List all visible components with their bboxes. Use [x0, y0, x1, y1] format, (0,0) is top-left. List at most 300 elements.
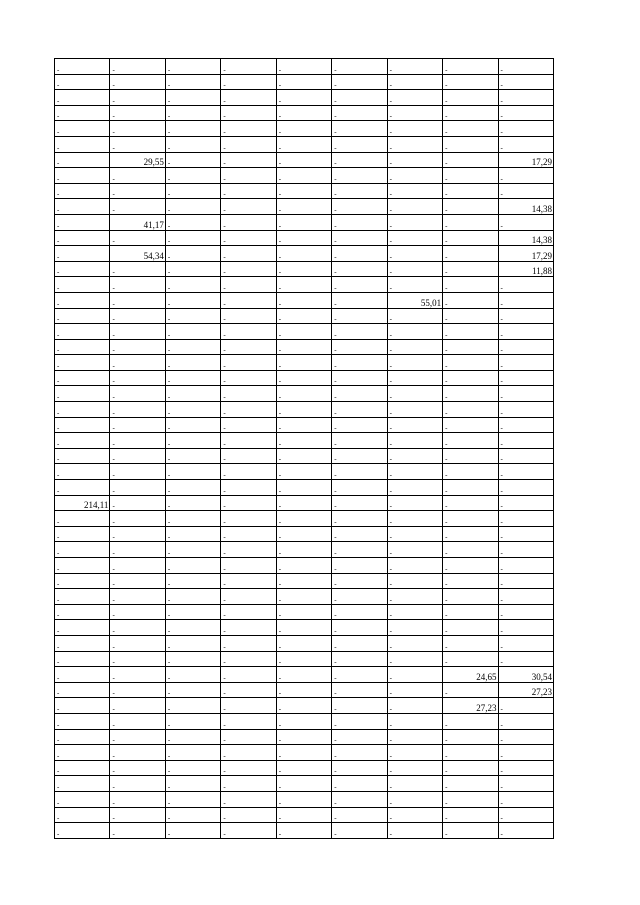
table-cell: - — [332, 526, 387, 542]
table-cell: - — [110, 604, 165, 620]
table-cell: - — [221, 651, 276, 667]
table-cell: - — [387, 59, 442, 75]
table-cell: - — [55, 214, 110, 230]
table-cell: - — [55, 791, 110, 807]
table-cell: - — [498, 448, 554, 464]
table-cell: - — [276, 230, 331, 246]
table-cell: - — [276, 776, 331, 792]
table-cell: - — [165, 386, 220, 402]
table-row — [55, 682, 554, 698]
table-cell: - — [55, 152, 110, 168]
table-cell: - — [276, 729, 331, 745]
table-cell: - — [221, 90, 276, 106]
table-cell: - — [498, 105, 554, 121]
table-cell: - — [443, 74, 498, 90]
table-cell: - — [387, 713, 442, 729]
table-cell: - — [276, 620, 331, 636]
table-cell: - — [387, 433, 442, 449]
table-cell: - — [443, 776, 498, 792]
table-cell: - — [221, 261, 276, 277]
table-cell: - — [55, 823, 110, 839]
table-cell: - — [387, 823, 442, 839]
table-cell: - — [387, 168, 442, 184]
table-cell: - — [387, 729, 442, 745]
table-cell: - — [387, 183, 442, 199]
table-cell: - — [443, 355, 498, 371]
table-cell: - — [221, 402, 276, 418]
table-cell: - — [443, 339, 498, 355]
table-cell: - — [165, 417, 220, 433]
table-cell: - — [55, 90, 110, 106]
table-cell: - — [110, 292, 165, 308]
table-cell: - — [443, 105, 498, 121]
table-cell: - — [165, 324, 220, 340]
table-cell: - — [387, 308, 442, 324]
table-row — [55, 105, 554, 121]
table-cell: - — [332, 402, 387, 418]
table-cell: - — [110, 74, 165, 90]
table-cell: - — [332, 713, 387, 729]
table-row — [55, 745, 554, 761]
table-cell: - — [332, 698, 387, 714]
table-cell: - — [498, 573, 554, 589]
table-cell: 55,01 — [387, 292, 442, 308]
table-cell: - — [443, 324, 498, 340]
table-cell: - — [221, 729, 276, 745]
table-cell: - — [221, 433, 276, 449]
table-row — [55, 370, 554, 386]
table-cell: - — [332, 511, 387, 527]
table-cell: - — [165, 261, 220, 277]
table-cell: - — [276, 183, 331, 199]
table-row — [55, 729, 554, 745]
table-cell: - — [443, 214, 498, 230]
table-cell: - — [332, 230, 387, 246]
table-cell: - — [276, 308, 331, 324]
table-cell: - — [276, 261, 331, 277]
table-cell: - — [498, 308, 554, 324]
table-cell: - — [387, 152, 442, 168]
table-cell: - — [332, 105, 387, 121]
table-cell: - — [165, 339, 220, 355]
table-cell: - — [498, 121, 554, 137]
table-row — [55, 823, 554, 839]
table-cell: - — [110, 682, 165, 698]
table-cell: - — [55, 667, 110, 683]
table-cell: - — [443, 495, 498, 511]
table-cell: - — [165, 59, 220, 75]
table-cell: - — [221, 495, 276, 511]
table-cell: - — [387, 324, 442, 340]
table-cell: - — [55, 635, 110, 651]
table-cell: - — [55, 417, 110, 433]
table-cell: - — [332, 308, 387, 324]
table-cell: - — [165, 511, 220, 527]
table-row — [55, 74, 554, 90]
table-cell: - — [498, 776, 554, 792]
table-cell: - — [276, 339, 331, 355]
table-cell: - — [498, 370, 554, 386]
table-cell: - — [221, 542, 276, 558]
table-cell: - — [110, 729, 165, 745]
table-cell: - — [55, 308, 110, 324]
table-cell: - — [110, 464, 165, 480]
table-cell: - — [443, 589, 498, 605]
table-row — [55, 355, 554, 371]
table-cell: - — [110, 620, 165, 636]
table-cell: - — [387, 495, 442, 511]
table-row — [55, 386, 554, 402]
table-row — [55, 199, 554, 215]
table-cell: - — [387, 651, 442, 667]
table-cell: - — [498, 355, 554, 371]
table-row — [55, 667, 554, 683]
table-cell: - — [55, 589, 110, 605]
table-cell: - — [387, 558, 442, 574]
table-cell: - — [498, 74, 554, 90]
table-cell: - — [387, 448, 442, 464]
table-cell: - — [165, 199, 220, 215]
table-cell: - — [332, 261, 387, 277]
table-cell: - — [110, 230, 165, 246]
table-row — [55, 464, 554, 480]
table-cell: - — [498, 433, 554, 449]
table-cell: 29,55 — [110, 152, 165, 168]
table-cell: - — [276, 526, 331, 542]
table-cell: - — [276, 292, 331, 308]
table-cell: - — [443, 386, 498, 402]
table-cell: - — [387, 261, 442, 277]
table-cell: - — [221, 620, 276, 636]
table-cell: - — [276, 480, 331, 496]
table-cell: 14,38 — [498, 199, 554, 215]
table-cell: - — [55, 433, 110, 449]
table-cell: - — [276, 791, 331, 807]
table-cell: - — [55, 511, 110, 527]
table-cell: - — [332, 807, 387, 823]
table-cell: - — [55, 682, 110, 698]
table-cell: - — [443, 635, 498, 651]
table-cell: - — [332, 760, 387, 776]
table-cell: - — [332, 277, 387, 293]
table-cell: - — [443, 620, 498, 636]
table-cell: - — [221, 573, 276, 589]
table-cell: - — [110, 433, 165, 449]
table-cell: - — [332, 729, 387, 745]
table-cell: - — [498, 183, 554, 199]
table-cell: - — [110, 261, 165, 277]
table-cell: - — [387, 355, 442, 371]
table-cell: - — [276, 199, 331, 215]
table-cell: - — [221, 324, 276, 340]
table-cell: - — [498, 292, 554, 308]
table-row — [55, 292, 554, 308]
table-cell: - — [498, 791, 554, 807]
table-row — [55, 339, 554, 355]
table-cell: - — [165, 90, 220, 106]
table-row — [55, 495, 554, 511]
table-cell: - — [332, 589, 387, 605]
table-cell: - — [387, 682, 442, 698]
table-row — [55, 417, 554, 433]
table-cell: - — [276, 495, 331, 511]
table-cell: - — [55, 261, 110, 277]
table-cell: - — [110, 589, 165, 605]
table-cell: - — [387, 791, 442, 807]
table-cell: - — [165, 246, 220, 262]
table-cell: - — [55, 526, 110, 542]
table-cell: - — [332, 667, 387, 683]
table-cell: - — [387, 386, 442, 402]
table-cell: - — [276, 448, 331, 464]
table-row — [55, 807, 554, 823]
table-cell: - — [165, 152, 220, 168]
table-row — [55, 261, 554, 277]
table-cell: - — [276, 59, 331, 75]
table-cell: - — [55, 386, 110, 402]
table-row — [55, 90, 554, 106]
table-cell: - — [221, 823, 276, 839]
table-cell: - — [276, 464, 331, 480]
table-cell: - — [387, 214, 442, 230]
table-cell: - — [332, 558, 387, 574]
table-cell: - — [443, 121, 498, 137]
table-row — [55, 214, 554, 230]
table-cell: - — [221, 713, 276, 729]
table-cell: - — [165, 480, 220, 496]
table-row — [55, 402, 554, 418]
table-cell: - — [110, 199, 165, 215]
table-cell: - — [110, 121, 165, 137]
table-cell: - — [165, 745, 220, 761]
table-cell: - — [443, 542, 498, 558]
table-cell: - — [221, 308, 276, 324]
table-cell: - — [443, 277, 498, 293]
table-cell: - — [55, 776, 110, 792]
table-cell: - — [443, 199, 498, 215]
table-cell: - — [55, 480, 110, 496]
table-cell: - — [387, 635, 442, 651]
table-cell: - — [110, 526, 165, 542]
table-cell: 17,29 — [498, 246, 554, 262]
table-cell: - — [221, 635, 276, 651]
table-cell: - — [276, 573, 331, 589]
table-cell: - — [55, 464, 110, 480]
table-cell: - — [221, 464, 276, 480]
table-cell: - — [55, 121, 110, 137]
table-cell: - — [498, 90, 554, 106]
table-cell: - — [110, 495, 165, 511]
table-cell: - — [276, 324, 331, 340]
table-cell: - — [165, 214, 220, 230]
table-cell: - — [332, 90, 387, 106]
table-cell: - — [221, 370, 276, 386]
table-cell: - — [498, 760, 554, 776]
table-cell: - — [387, 417, 442, 433]
table-cell: - — [332, 59, 387, 75]
table-cell: - — [498, 277, 554, 293]
table-cell: - — [55, 339, 110, 355]
table-row — [55, 526, 554, 542]
table-cell: - — [165, 635, 220, 651]
table-cell: - — [443, 448, 498, 464]
table-row — [55, 698, 554, 714]
table-cell: - — [498, 526, 554, 542]
table-cell: - — [276, 745, 331, 761]
table-cell: - — [55, 760, 110, 776]
table-cell: - — [387, 136, 442, 152]
table-cell: - — [498, 136, 554, 152]
table-cell: - — [276, 433, 331, 449]
table-cell: - — [110, 542, 165, 558]
table-cell: - — [498, 464, 554, 480]
table-cell: - — [110, 386, 165, 402]
table-cell: - — [332, 292, 387, 308]
table-cell: - — [221, 74, 276, 90]
table-cell: - — [332, 339, 387, 355]
table-row — [55, 480, 554, 496]
table-cell: - — [498, 604, 554, 620]
table-cell: - — [498, 558, 554, 574]
table-row — [55, 511, 554, 527]
table-cell: - — [165, 370, 220, 386]
table-cell: - — [443, 604, 498, 620]
table-cell: - — [276, 74, 331, 90]
table-cell: - — [498, 589, 554, 605]
table-row — [55, 59, 554, 75]
table-cell: - — [332, 214, 387, 230]
table-row — [55, 246, 554, 262]
table-cell: - — [221, 136, 276, 152]
table-row — [55, 776, 554, 792]
table-cell: - — [55, 292, 110, 308]
table-cell: - — [332, 573, 387, 589]
table-cell: - — [110, 480, 165, 496]
table-cell: - — [498, 495, 554, 511]
table-cell: - — [387, 480, 442, 496]
table-cell: - — [165, 495, 220, 511]
table-cell: - — [165, 277, 220, 293]
table-cell: - — [443, 308, 498, 324]
table-cell: - — [221, 152, 276, 168]
table-cell: - — [332, 121, 387, 137]
table-cell: - — [55, 745, 110, 761]
table-row — [55, 542, 554, 558]
table-cell: - — [165, 74, 220, 90]
table-cell: - — [276, 713, 331, 729]
table-cell: - — [443, 230, 498, 246]
table-cell: - — [165, 292, 220, 308]
table-cell: - — [332, 168, 387, 184]
table-row — [55, 448, 554, 464]
table-cell: - — [332, 635, 387, 651]
table-cell: - — [387, 620, 442, 636]
table-cell: - — [165, 604, 220, 620]
table-cell: - — [276, 651, 331, 667]
table-cell: - — [165, 308, 220, 324]
table-cell: - — [165, 667, 220, 683]
table-row — [55, 558, 554, 574]
table-cell: - — [387, 807, 442, 823]
table-cell: - — [110, 355, 165, 371]
table-cell: - — [276, 168, 331, 184]
table-cell: - — [387, 402, 442, 418]
table-cell: - — [110, 308, 165, 324]
table-cell: - — [443, 760, 498, 776]
table-cell: - — [332, 417, 387, 433]
table-cell: - — [110, 168, 165, 184]
table-cell: - — [165, 136, 220, 152]
table-cell: - — [276, 760, 331, 776]
table-cell: - — [221, 448, 276, 464]
table-cell: - — [55, 807, 110, 823]
table-cell: - — [55, 324, 110, 340]
table-cell: - — [332, 542, 387, 558]
table-cell: - — [221, 480, 276, 496]
table-cell: - — [498, 386, 554, 402]
table-cell: - — [498, 620, 554, 636]
table-cell: - — [221, 246, 276, 262]
table-cell: - — [110, 105, 165, 121]
table-cell: - — [387, 246, 442, 262]
table-cell: - — [498, 59, 554, 75]
table-cell: - — [110, 635, 165, 651]
table-cell: - — [498, 402, 554, 418]
table-cell: - — [55, 230, 110, 246]
table-cell: - — [276, 589, 331, 605]
table-cell: - — [165, 402, 220, 418]
table-cell: - — [332, 324, 387, 340]
table-cell: - — [221, 230, 276, 246]
table-cell: - — [110, 277, 165, 293]
table-cell: - — [110, 698, 165, 714]
table-row — [55, 152, 554, 168]
table-cell: - — [387, 277, 442, 293]
table-cell: - — [165, 573, 220, 589]
table-cell: - — [221, 121, 276, 137]
table-cell: 30,54 — [498, 667, 554, 683]
table-cell: - — [387, 230, 442, 246]
table-cell: - — [443, 651, 498, 667]
table-cell: 41,17 — [110, 214, 165, 230]
table-cell: - — [332, 433, 387, 449]
table-cell: - — [387, 526, 442, 542]
table-cell: - — [55, 604, 110, 620]
table-cell: - — [498, 823, 554, 839]
table-cell: - — [443, 558, 498, 574]
table-cell: - — [443, 136, 498, 152]
table-cell: - — [110, 59, 165, 75]
table-cell: - — [221, 105, 276, 121]
table-cell: - — [498, 729, 554, 745]
table-cell: - — [55, 558, 110, 574]
table-row — [55, 604, 554, 620]
table-cell: - — [165, 448, 220, 464]
table-cell: - — [55, 542, 110, 558]
table-cell: - — [498, 542, 554, 558]
table-cell: - — [276, 214, 331, 230]
table-cell: - — [221, 667, 276, 683]
table-cell: - — [55, 698, 110, 714]
table-cell: - — [110, 776, 165, 792]
table-cell: - — [276, 105, 331, 121]
table-cell: - — [110, 339, 165, 355]
table-cell: - — [221, 760, 276, 776]
table-row — [55, 183, 554, 199]
table-cell: 24,65 — [443, 667, 498, 683]
table-cell: - — [165, 355, 220, 371]
table-cell: - — [332, 620, 387, 636]
